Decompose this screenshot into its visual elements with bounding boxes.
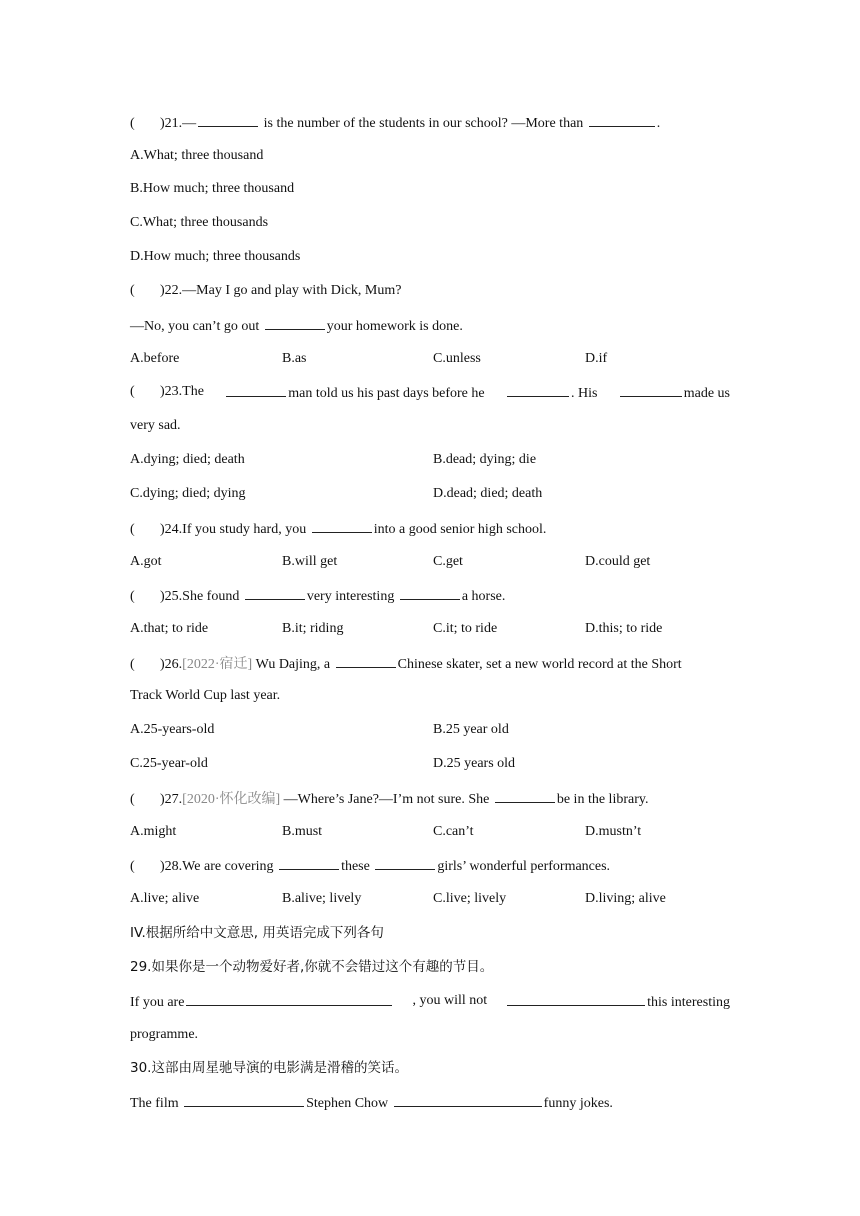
option-a: A.25-years-old: [130, 722, 215, 737]
answer-blank[interactable]: [186, 991, 392, 1006]
answer-bracket[interactable]: (: [130, 116, 135, 131]
option-a: A.that; to ride: [130, 621, 209, 636]
source-tag: [2022·宿迁]: [182, 657, 253, 672]
question-29-cont: programme.: [130, 1027, 199, 1042]
answer-blank[interactable]: [265, 315, 325, 330]
option-b: B.will get: [282, 554, 338, 569]
question-30-chinese: 30.这部由周星驰导演的电影满是滑稽的笑话。: [130, 1060, 408, 1076]
answer-bracket[interactable]: (: [130, 522, 135, 537]
option-d: D.25 years old: [433, 756, 516, 771]
question-22-line2: —No, you can’t go out your homework is done.: [130, 315, 730, 335]
answer-blank[interactable]: [312, 518, 372, 533]
answer-bracket[interactable]: (: [130, 657, 135, 672]
question-25: ( )25.She found very interesting a horse.: [130, 585, 730, 605]
answer-blank[interactable]: [279, 855, 339, 870]
option-d: D.How much; three thousands: [130, 249, 301, 264]
option-b: B.25 year old: [433, 722, 509, 737]
option-c: C.unless: [433, 351, 481, 366]
answer-blank[interactable]: [198, 112, 258, 127]
option-a: A.before: [130, 351, 180, 366]
answer-bracket[interactable]: (: [130, 283, 135, 298]
question-23: ( )23.The man told us his past days before he . His made us: [130, 384, 730, 401]
option-d: D.if: [585, 351, 608, 366]
answer-blank[interactable]: [620, 382, 682, 397]
options-row: [130, 484, 730, 504]
answer-blank[interactable]: [507, 382, 569, 397]
option-a: A.might: [130, 824, 177, 839]
question-29-chinese: 29.如果你是一个动物爱好者,你就不会错过这个有趣的节目。: [130, 959, 494, 975]
options-row: [130, 720, 730, 740]
question-26: ( )26.[2022·宿迁] Wu Dajing, a Chinese skater, set a new world record at the Short: [130, 653, 730, 673]
option-d: D.living; alive: [585, 891, 666, 906]
section-heading: IV.根据所给中文意思, 用英语完成下列各句: [130, 925, 384, 941]
question-29: If you are , you will not this interesting: [130, 993, 730, 1010]
question-24: ( )24.If you study hard, you into a good senior high school.: [130, 518, 730, 538]
answer-bracket[interactable]: (: [130, 792, 135, 807]
question-28: ( )28.We are covering these girls’ wonderful performances.: [130, 855, 730, 875]
options-row: [130, 754, 730, 774]
question-number: 21.: [164, 116, 183, 131]
option-b: B.it; riding: [282, 621, 344, 636]
options-row: [130, 450, 730, 470]
option-d: D.dead; died; death: [433, 486, 543, 501]
option-d: D.mustn’t: [585, 824, 642, 839]
answer-bracket[interactable]: (: [130, 859, 135, 874]
option-b: B.dead; dying; die: [433, 452, 537, 467]
options-row: [130, 619, 730, 639]
option-a: A.What; three thousand: [130, 148, 264, 163]
option-b: B.alive; lively: [282, 891, 362, 906]
option-a: A.got: [130, 554, 162, 569]
answer-blank[interactable]: [495, 788, 555, 803]
option-c: C.it; to ride: [433, 621, 498, 636]
option-d: D.this; to ride: [585, 621, 663, 636]
answer-blank[interactable]: [400, 585, 460, 600]
answer-blank[interactable]: [394, 1092, 542, 1107]
option-d: D.could get: [585, 554, 651, 569]
question-23-cont: very sad.: [130, 418, 181, 433]
option-c: C.dying; died; dying: [130, 486, 246, 501]
options-row: [130, 889, 730, 909]
answer-blank[interactable]: [375, 855, 435, 870]
question-21: ( )21.— is the number of the students in our school? —More than .: [130, 112, 730, 132]
answer-bracket[interactable]: (: [130, 384, 135, 399]
options-row: [130, 822, 730, 842]
answer-blank[interactable]: [336, 653, 396, 668]
question-30: The film Stephen Chow funny jokes.: [130, 1092, 730, 1112]
option-b: B.How much; three thousand: [130, 181, 295, 196]
question-26-cont: Track World Cup last year.: [130, 688, 281, 703]
options-row: [130, 349, 730, 369]
answer-blank[interactable]: [507, 991, 645, 1006]
answer-bracket[interactable]: (: [130, 589, 135, 604]
option-b: B.must: [282, 824, 323, 839]
option-c: C.live; lively: [433, 891, 507, 906]
question-22: ( )22.—May I go and play with Dick, Mum?: [130, 281, 730, 301]
option-c: C.get: [433, 554, 463, 569]
option-c: C.25-year-old: [130, 756, 208, 771]
option-b: B.as: [282, 351, 307, 366]
options-row: [130, 552, 730, 572]
answer-blank[interactable]: [184, 1092, 304, 1107]
answer-blank[interactable]: [245, 585, 305, 600]
option-c: C.can’t: [433, 824, 474, 839]
option-a: A.dying; died; death: [130, 452, 245, 467]
source-tag: [2020·怀化改编]: [182, 792, 281, 807]
option-c: C.What; three thousands: [130, 215, 269, 230]
answer-blank[interactable]: [589, 112, 655, 127]
question-27: ( )27.[2020·怀化改编] —Where’s Jane?—I’m not sure. She be in the library.: [130, 788, 730, 808]
answer-blank[interactable]: [226, 382, 286, 397]
option-a: A.live; alive: [130, 891, 200, 906]
